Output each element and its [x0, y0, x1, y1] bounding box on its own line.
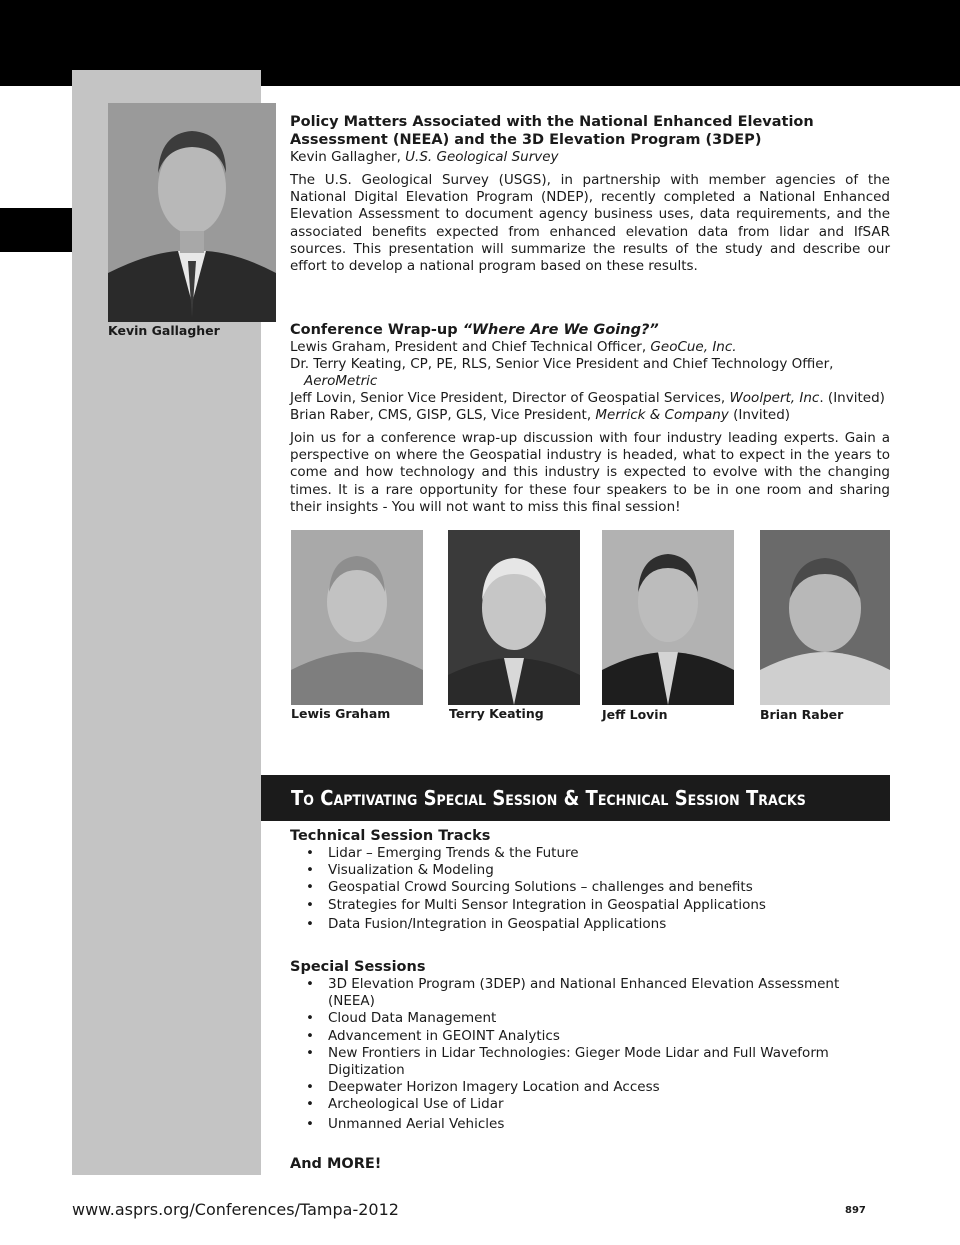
list-item: [290, 879, 890, 896]
and-more: [290, 1155, 890, 1173]
bullet-list: [290, 976, 890, 1133]
list-item-text: Deepwater Horizon Imagery Location and Access: [328, 1079, 660, 1096]
footer-url-link[interactable]: www.asprs.org/Conferences/Tampa-2012: [72, 1200, 399, 1219]
bullet-icon: •: [306, 976, 314, 992]
list-item: [290, 1116, 890, 1133]
list-item: [290, 1028, 890, 1045]
section-heading: Special Sessions: [290, 959, 426, 975]
bullet-icon: •: [306, 862, 314, 879]
list-item-text: Advancement in GEOINT Analytics: [328, 1027, 560, 1044]
list-item: [290, 897, 890, 914]
session-conference-wrap-up: [290, 321, 890, 516]
speaker-photo-brian-raber: [760, 530, 890, 705]
speaker-org: Merrick & Company: [595, 407, 729, 423]
speaker-line: [290, 407, 890, 424]
bullet-icon: •: [306, 896, 314, 913]
list-item-text: Geospatial Crowd Sourcing Solutions – challenges and benefits: [328, 879, 753, 896]
speaker-org: GeoCue, Inc.: [650, 339, 737, 355]
speaker-photo-lewis-graham: [291, 530, 423, 705]
page-number: 897: [845, 1205, 866, 1216]
list-item-text: Lidar – Emerging Trends & the Future: [328, 845, 579, 861]
speaker-photo-kevin-gallagher: [108, 103, 276, 322]
list-item: [290, 976, 890, 1010]
bullet-icon: •: [306, 1027, 314, 1044]
speaker-text: Jeff Lovin, Senior Vice President, Director of Geospatial Services,: [290, 390, 730, 406]
list-item: [290, 862, 890, 879]
list-item-text: Archeological Use of Lidar: [328, 1096, 504, 1113]
list-item-text: Visualization & Modeling: [328, 862, 494, 879]
photo-caption-terry-keating: Terry Keating: [449, 706, 544, 721]
list-item-text: Data Fusion/Integration in Geospatial Applications: [328, 915, 667, 932]
speaker-line: [290, 390, 890, 407]
speaker-name: Kevin Gallagher,: [290, 149, 406, 165]
speaker-text: Brian Raber, CMS, GISP, GLS, Vice President,: [290, 407, 596, 423]
speaker-line: [290, 339, 890, 356]
bullet-icon: •: [306, 1115, 314, 1132]
speaker-org: Woolpert, Inc: [729, 390, 820, 406]
speaker-photo-terry-keating: [448, 530, 580, 705]
speaker-text: Lewis Graham, President and Chief Technical Officer,: [290, 339, 651, 355]
list-item: [290, 845, 890, 862]
session-title: Policy Matters Associated with the National Enhanced Elevation Assessment (NEEA) and the 3D Elevation Program (3DEP): [290, 114, 814, 148]
list-item: [290, 1096, 890, 1113]
bullet-icon: •: [306, 879, 314, 896]
speaker-line: [290, 356, 890, 373]
session-speaker: [290, 149, 890, 166]
list-item-text: Unmanned Aerial Vehicles: [328, 1115, 505, 1132]
bullet-list: [290, 845, 890, 933]
portrait-image: [448, 530, 580, 705]
photo-caption-kevin-gallagher: Kevin Gallagher: [108, 323, 220, 338]
bullet-icon: •: [306, 1010, 314, 1027]
speaker-suffix: . (Invited): [819, 390, 885, 406]
list-item-text: 3D Elevation Program (3DEP) and National Enhanced Elevation Assessment (NEEA): [328, 976, 840, 1010]
technical-session-tracks: [290, 827, 890, 933]
photo-caption-jeff-lovin: Jeff Lovin: [602, 707, 668, 722]
portrait-image: [108, 103, 276, 322]
session-policy-matters: [290, 113, 890, 275]
list-item: [290, 916, 890, 933]
title-italic: “Where Are We Going?”: [462, 322, 659, 338]
speaker-suffix: (Invited): [728, 407, 791, 423]
portrait-image: [291, 530, 423, 705]
list-item-text: New Frontiers in Lidar Technologies: Gieger Mode Lidar and Full Waveform Digitization: [328, 1044, 829, 1079]
list-item-text: Cloud Data Management: [328, 1010, 497, 1027]
special-sessions: [290, 958, 890, 1133]
bullet-icon: •: [306, 915, 314, 932]
speaker-line: [290, 373, 890, 390]
speaker-org: U.S. Geological Survey: [405, 149, 559, 165]
session-title: [290, 321, 890, 339]
bullet-icon: •: [306, 1044, 314, 1061]
list-item: [290, 1079, 890, 1096]
speaker-text: Dr. Terry Keating, CP, PE, RLS, Senior Vice President and Chief Technology Offier,: [290, 356, 834, 372]
bullet-icon: •: [306, 1096, 314, 1113]
session-description: Join us for a conference wrap-up discussion with four industry leading experts. Gain a perspective on where the Geospatial industry is headed, what to expect in the years to come and how technology and this industry is expected to evolve with the changing times. It is a rare opportunity for these four speakers to be in one room and sharing their insights - You will not want to miss this final session!: [290, 430, 890, 515]
portrait-image: [602, 530, 734, 705]
bullet-icon: •: [306, 845, 314, 861]
list-item: [290, 1010, 890, 1027]
and-more-text: And MORE!: [290, 1156, 382, 1172]
speaker-org: AeroMetric: [304, 373, 378, 389]
photo-caption-brian-raber: Brian Raber: [760, 707, 844, 722]
list-item-text: Strategies for Multi Sensor Integration in Geospatial Applications: [328, 896, 766, 913]
portrait-image: [760, 530, 890, 705]
bullet-icon: •: [306, 1079, 314, 1096]
section-heading: Technical Session Tracks: [290, 828, 491, 844]
side-black-tab: [0, 208, 72, 252]
title-prefix: Conference Wrap-up: [290, 322, 463, 338]
list-item: [290, 1045, 890, 1079]
section-banner: To Captivating Special Session & Technical Session Tracks: [261, 775, 890, 821]
session-description: The U.S. Geological Survey (USGS), in partnership with member agencies of the National Digital Elevation Program (NDEP), recently completed a National Enhanced Elevation Assessment to document agency business uses, data requirements, and the associated benefits expected from enhanced elevation data from lidar and IfSAR sources. This presentation will summarize the results of the study and describe our effort to develop a national program based on these results.: [290, 172, 890, 275]
photo-caption-lewis-graham: Lewis Graham: [291, 706, 391, 721]
speaker-photo-jeff-lovin: [602, 530, 734, 705]
